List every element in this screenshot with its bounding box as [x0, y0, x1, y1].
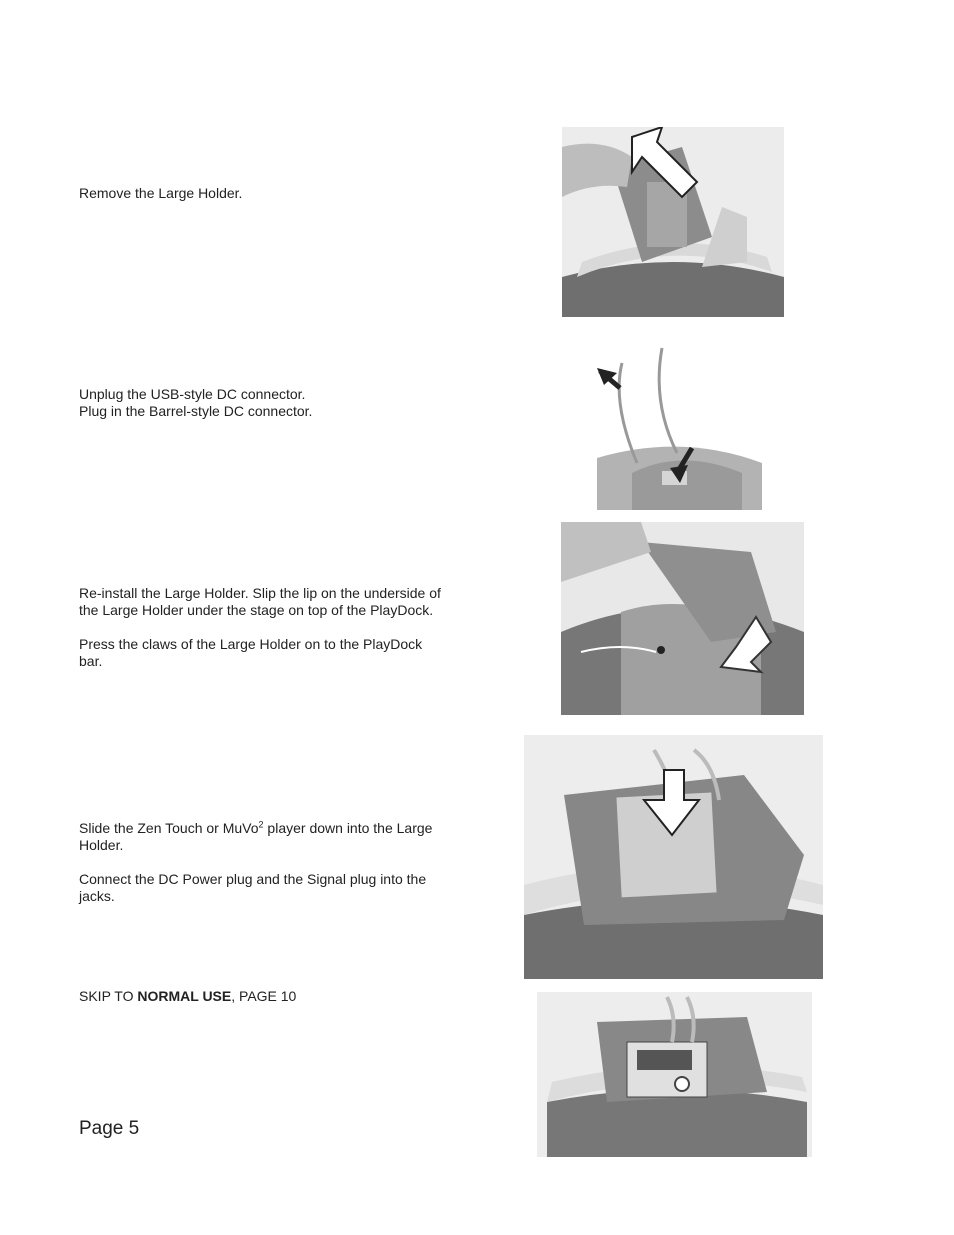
step-3-text [79, 585, 441, 670]
skip-suffix: , PAGE 10 [231, 988, 297, 1004]
skip-instruction [79, 988, 296, 1005]
skip-prefix: SKIP TO [79, 988, 138, 1004]
step-4-para-1-line-2: Holder. [79, 837, 124, 853]
step-1-text [79, 185, 242, 202]
step-3-para-2-line-2: bar. [79, 653, 103, 669]
photo-reinstall-holder [561, 522, 804, 715]
step-4-para-1-line-1 [79, 820, 432, 837]
page-number: Page 5 [79, 1118, 140, 1139]
step-3-para-1-line-1: Re-install the Large Holder. Slip the lip on the underside of [79, 585, 441, 601]
step-3-para-2-line-1: Press the claws of the Large Holder on to the PlayDock [79, 636, 423, 652]
photo-player-installed [537, 992, 812, 1157]
step-2-line-1: Unplug the USB-style DC connector. [79, 386, 306, 402]
photo-slide-player [524, 735, 823, 979]
step-4-para-2-line-2: jacks. [79, 888, 115, 904]
step-2-text [79, 386, 312, 420]
photo-dc-connectors [592, 343, 767, 510]
step-1-line: Remove the Large Holder. [79, 185, 243, 201]
step-4-sup: 2 [258, 819, 264, 830]
step-4-post: player down into the Large [263, 820, 433, 836]
skip-target: NORMAL USE [137, 988, 232, 1004]
step-4-para-2-line-1: Connect the DC Power plug and the Signal plug into the [79, 871, 427, 887]
photo-remove-holder [562, 127, 784, 317]
step-4-pre: Slide the Zen Touch or MuVo [79, 820, 259, 836]
step-3-para-1-line-2: the Large Holder under the stage on top of the PlayDock. [79, 602, 434, 618]
step-2-line-2: Plug in the Barrel-style DC connector. [79, 403, 313, 419]
step-4-text [79, 820, 432, 905]
